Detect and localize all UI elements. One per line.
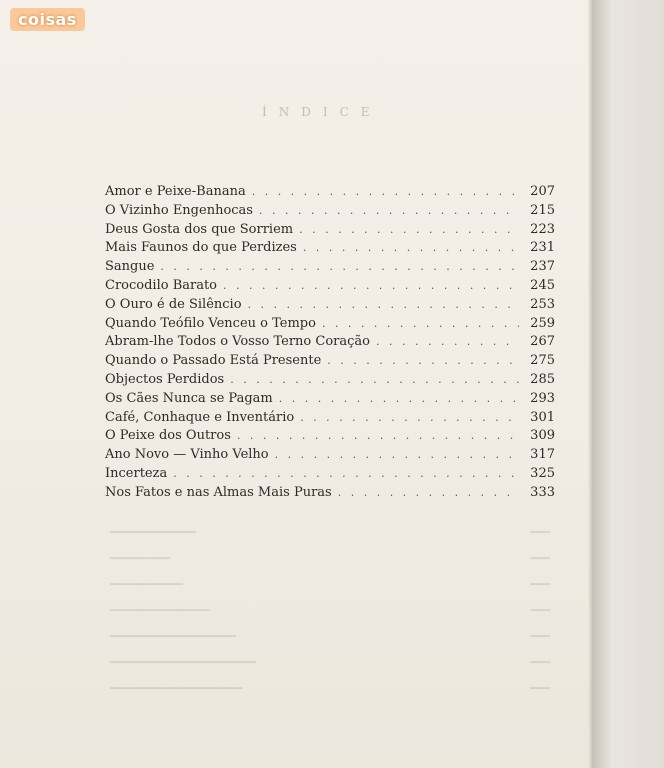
toc-entry-title: Café, Conhaque e Inventário <box>105 409 295 425</box>
table-of-contents <box>105 183 555 503</box>
toc-entry <box>105 427 555 446</box>
toc-leader-dots <box>248 296 519 315</box>
toc-entry <box>105 277 555 296</box>
toc-leader-dots <box>327 352 519 371</box>
toc-entry-page: 207 <box>530 184 555 199</box>
toc-entry <box>105 296 555 315</box>
bleed-line: ━━━━━━━━━━━━━━━━━━━━━━ ━━━ <box>110 656 550 669</box>
toc-entry-page: 285 <box>530 371 555 387</box>
toc-leader-dots <box>275 446 519 465</box>
toc-entry-page: 245 <box>530 277 555 293</box>
toc-entry-title: Ano Novo — Vinho Velho <box>105 447 269 463</box>
page-shadow <box>592 0 664 768</box>
toc-entry-title: Quando Teófilo Venceu o Tempo <box>105 315 316 331</box>
bleed-line: ━━━━━━━━━━━━━━━━━━━ ━━━ <box>110 630 550 643</box>
toc-entry-title: O Vizinho Engenhocas <box>105 202 253 218</box>
toc-entry-title: O Peixe dos Outros <box>105 428 231 444</box>
toc-entry <box>105 371 555 390</box>
bleed-line: ━━━━━━━━━━━━━ ━━━ <box>110 526 550 539</box>
toc-entry-page: 259 <box>530 315 555 331</box>
toc-entry-page: 333 <box>530 484 555 500</box>
toc-entry <box>105 390 555 409</box>
toc-entry <box>105 258 555 277</box>
toc-entry-title: Crocodilo Barato <box>105 277 218 293</box>
toc-leader-dots <box>160 258 519 277</box>
toc-entry-title: Incerteza <box>105 465 168 481</box>
toc-entry-title: Amor e Peixe-Banana <box>105 184 246 199</box>
toc-leader-dots <box>299 221 519 240</box>
toc-leader-dots <box>259 202 519 221</box>
toc-leader-dots <box>223 277 519 296</box>
toc-leader-dots <box>279 390 519 409</box>
toc-entry <box>105 465 555 484</box>
toc-entry-page: 253 <box>530 296 555 312</box>
toc-leader-dots <box>237 427 519 446</box>
toc-entry-title: Mais Faunos do que Perdizes <box>105 240 297 256</box>
toc-leader-dots <box>252 183 519 202</box>
toc-entry-page: 267 <box>530 334 555 350</box>
bleed-line: ━━━━━━━━━ ━━━ <box>110 552 550 565</box>
toc-entry-page: 293 <box>530 390 555 406</box>
toc-leader-dots <box>173 465 519 484</box>
toc-entry <box>105 333 555 352</box>
toc-entry <box>105 239 555 258</box>
toc-entry-title: Abram-lhe Todos o Vosso Terno Coração <box>105 334 370 350</box>
toc-entry-page: 275 <box>530 353 555 369</box>
toc-leader-dots <box>300 409 519 428</box>
bleed-line: ━━━━━━━━━━━ ━━━ <box>110 578 550 591</box>
toc-entry-title: Nos Fatos e nas Almas Mais Puras <box>105 484 332 500</box>
toc-entry-title: Objectos Perdidos <box>105 371 225 387</box>
bleed-line: ━━━━━━━━━━━━━━━ ━━━ <box>110 604 550 617</box>
toc-entry <box>105 183 555 202</box>
watermark-logo: coisas <box>10 8 85 31</box>
toc-leader-dots <box>322 315 519 334</box>
toc-entry-page: 317 <box>530 447 555 463</box>
toc-entry <box>105 315 555 334</box>
toc-entry-title: Os Cães Nunca se Pagam <box>105 390 273 406</box>
toc-entry-title: Quando o Passado Está Presente <box>105 353 322 369</box>
toc-entry-page: 325 <box>530 465 555 481</box>
toc-entry <box>105 446 555 465</box>
toc-entry <box>105 221 555 240</box>
toc-entry-page: 237 <box>530 259 555 275</box>
toc-entry <box>105 484 555 503</box>
toc-leader-dots <box>376 333 519 352</box>
toc-entry <box>105 409 555 428</box>
toc-leader-dots <box>338 484 519 503</box>
faint-heading: ÍNDICE <box>262 105 382 119</box>
toc-entry-page: 301 <box>530 409 555 425</box>
bleed-line: ━━━━━━━━━━━━━━━━━━━━ ━━━ <box>110 682 550 695</box>
toc-entry-page: 309 <box>530 428 555 444</box>
toc-entry <box>105 202 555 221</box>
toc-entry-title: O Ouro é de Silêncio <box>105 296 242 312</box>
toc-entry-title: Sangue <box>105 259 155 275</box>
toc-entry-page: 231 <box>530 240 555 256</box>
toc-entry-page: 223 <box>530 221 555 237</box>
toc-entry <box>105 352 555 371</box>
bleed-through-text <box>110 520 550 702</box>
toc-entry-title: Deus Gosta dos que Sorriem <box>105 221 294 237</box>
toc-leader-dots <box>230 371 519 390</box>
toc-entry-page: 215 <box>530 202 555 218</box>
toc-leader-dots <box>303 239 519 258</box>
